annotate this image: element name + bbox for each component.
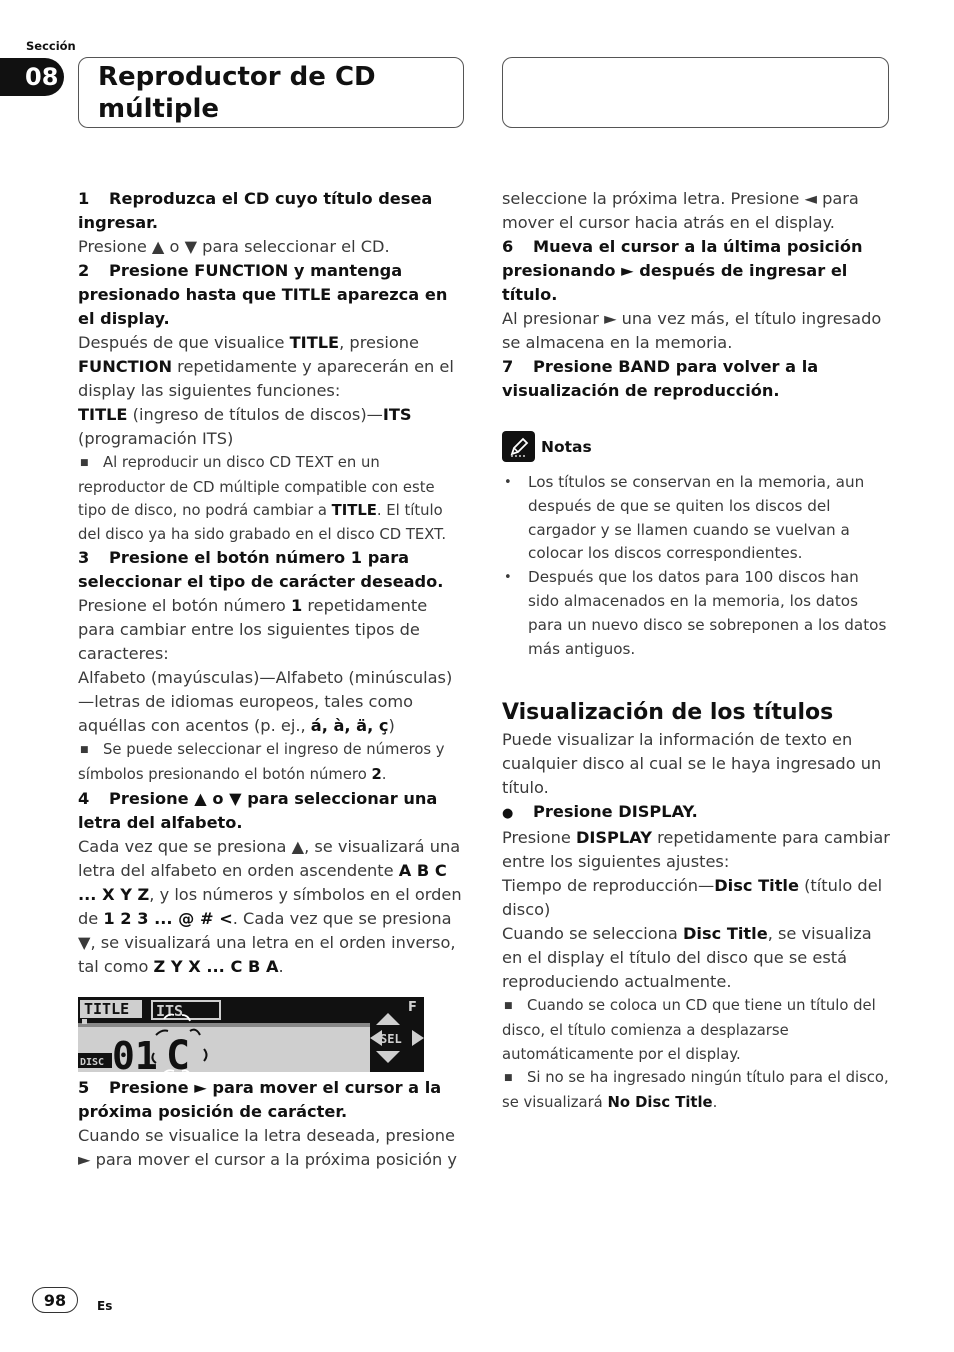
notes-heading [502, 431, 890, 462]
chapter-title-line2: múltiple [98, 94, 220, 124]
lcd-disc-number: 01 [112, 1033, 158, 1072]
titles-intro: Puede visualizar la información de texto en cualquier disco al cual se le haya ingresado un título. [502, 730, 882, 798]
step-3-note: ■ Se puede seleccionar el ingreso de números y símbolos presionando el botón número 2. [78, 741, 445, 783]
chapter-title-line1: Reproductor de CD [98, 62, 376, 92]
step-6-title: 6 Mueva el cursor a la última posición presionando ► después de ingresar el título. [502, 237, 863, 304]
chapter-title [98, 61, 463, 125]
chapter-title-box [78, 57, 464, 128]
page-number: 98 [32, 1287, 78, 1313]
display-disc-title-desc: Cuando se selecciona Disc Title, se visualiza en el display el título del disco que se está reproduciendo actualmente. [502, 924, 872, 992]
lcd-char: C [166, 1032, 191, 1072]
note-item: • Los títulos se conservan en la memoria, aun después de que se quiten los discos del cargador y se llamen cuando se vuelvan a colocar los discos correspondientes. [504, 473, 865, 563]
display-settings: Tiempo de reproducción—Disc Title (título del disco) [502, 876, 883, 920]
lcd-display-illustration [78, 997, 424, 1072]
lcd-disc-text: DISC [80, 1056, 105, 1068]
notes-label: Notas [541, 437, 592, 456]
step-2-title: 2 Presione FUNCTION y mantenga presionado hasta que TITLE aparezca en el display. [78, 261, 448, 328]
step-5-title: 5 Presione ► para mover el cursor a la próxima posición de carácter. [78, 1077, 442, 1121]
step-4-title: 4 Presione ▲ o ▼ para seleccionar una letra del alfabeto. [78, 788, 438, 832]
left-column [78, 187, 466, 1172]
section-number-badge: 08 [0, 58, 64, 96]
step-3-types: Alfabeto (mayúsculas)—Alfabeto (minúsculas)—letras de idiomas europeos, tales como aquéllas con acentos (p. ej., á, à, ä, ç) [78, 668, 453, 736]
step-2-functions: TITLE (ingreso de títulos de discos)—ITS (programación ITS) [78, 405, 412, 448]
lcd-display-graphic [78, 997, 424, 1072]
lcd-sel-text: SEL [380, 1031, 402, 1046]
step-7-title: 7 Presione BAND para volver a la visualización de reproducción. [502, 357, 819, 400]
step-2-note: ■ Al reproducir un disco CD TEXT en un reproductor de CD múltiple compatible con este tipo de disco, no podrá cambiar a TITLE. El título del disco ya ha sido grabado en el disco CD TEXT. [78, 454, 447, 543]
right-column [502, 187, 890, 1114]
lcd-its-text: ITS [156, 1001, 184, 1020]
step-5-body: Cuando se visualice la letra deseada, presione ► para mover el cursor a la próxima posición y [78, 1125, 457, 1169]
note-item: • Después que los datos para 100 discos han sido almacenados en la memoria, los datos para un nuevo disco se sobreponen a los datos más antiguos. [504, 568, 887, 658]
display-note-1: ■ Cuando se coloca un CD que tiene un título del disco, el título comienza a desplazarse automáticamente por el display. [502, 997, 876, 1063]
step-1-body: Presione ▲ o ▼ para seleccionar el CD. [78, 237, 390, 256]
lcd-f-text: F [408, 999, 417, 1015]
step-6-body: Al presionar ► una vez más, el título ingresado se almacena en la memoria. [502, 309, 882, 352]
language-code: Es [97, 1299, 113, 1313]
step-3-body: Presione el botón número 1 repetidamente para cambiar entre los siguientes tipos de caracteres: [78, 596, 428, 664]
step-2-body: Después de que visualice TITLE, presione FUNCTION repetidamente y aparecerán en el display las siguientes funciones: [78, 333, 454, 400]
display-note-2: ■ Si no se ha ingresado ningún título para el disco, se visualizará No Disc Title. [502, 1069, 889, 1111]
step-4-body: Cada vez que se presiona ▲, se visualizará una letra del alfabeto en orden ascendente A B C ... X Y Z, y los números y símbolos en el orden de 1 2 3 ... @ # <. Cada vez que se presiona ▼, se visualizará una letra en el orden inverso, tal como Z Y X ... C B A. [78, 836, 462, 976]
section-label: Sección [26, 39, 76, 53]
pencil-note-icon [502, 431, 535, 462]
step-1-title: 1 Reproduzca el CD cuyo título desea ingresar. [78, 189, 433, 232]
header-empty-box [502, 57, 889, 128]
lcd-title-text: TITLE [84, 999, 130, 1018]
bullet-dot-icon: ● [502, 806, 514, 822]
display-step-body: Presione DISPLAY repetidamente para cambiar entre los siguientes ajustes: [502, 828, 890, 872]
step-3-title: 3 Presione el botón número 1 para seleccionar el tipo de carácter deseado. [78, 548, 444, 592]
section-heading-titles: Visualización de los títulos [502, 700, 834, 726]
step-5-continued: seleccione la próxima letra. Presione ◄ para mover el cursor hacia atrás en el display. [502, 189, 859, 232]
display-step-title: ● Presione DISPLAY. [502, 800, 890, 826]
